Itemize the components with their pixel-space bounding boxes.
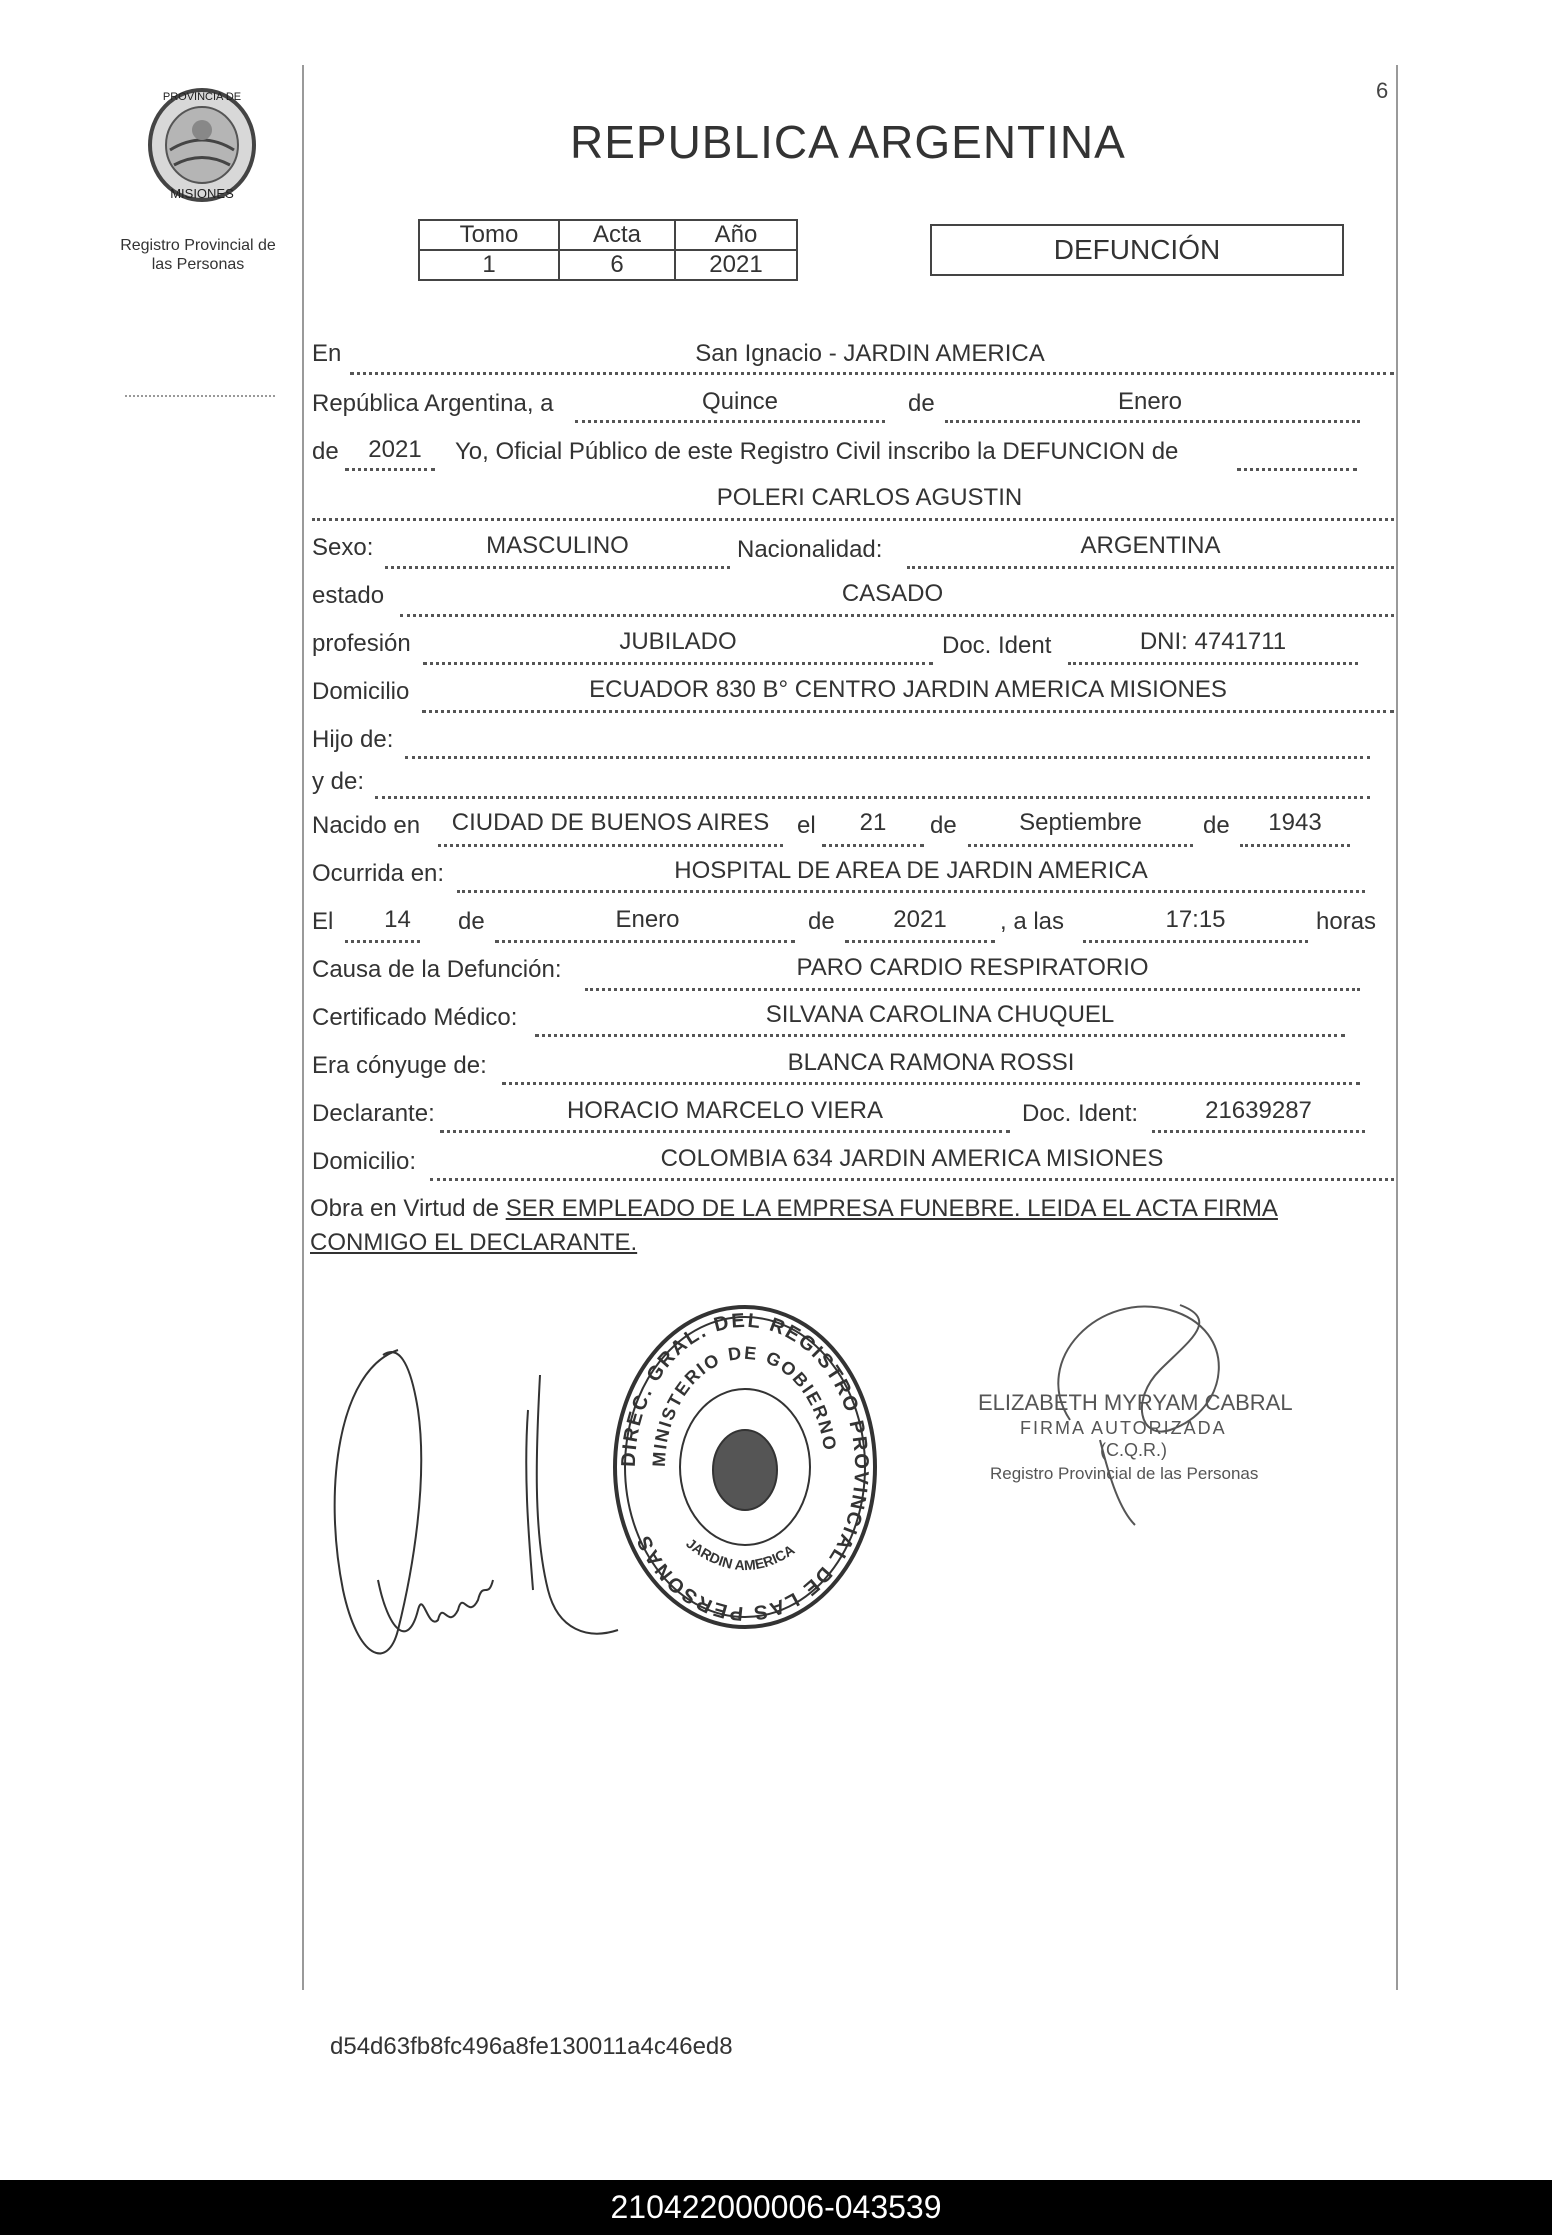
yde-label: y de: (312, 768, 365, 795)
dots (845, 940, 995, 943)
register-header-acta: Acta (559, 220, 675, 250)
hijo-label: Hijo de: (312, 726, 394, 753)
sexo-label: Sexo: (312, 534, 374, 561)
dots (405, 756, 1370, 759)
dots (495, 940, 795, 943)
declarant-signature (318, 1330, 638, 1680)
dots (968, 844, 1193, 847)
dots (423, 662, 933, 665)
ocurrida-label: Ocurrida en: (312, 860, 445, 887)
dots (575, 420, 885, 423)
doc-ident-value: DNI: 4741711 (1139, 628, 1287, 655)
year-value: 2021 (368, 436, 422, 463)
estado-value: CASADO (841, 580, 944, 607)
oficial-text: Yo, Oficial Público de este Registro Civil inscribo la DEFUNCION de (455, 438, 1179, 465)
register-value-tomo: 1 (419, 250, 559, 280)
dots (422, 710, 1394, 713)
dots (312, 518, 1394, 521)
de-label: de (312, 438, 339, 465)
footer-bar (0, 2180, 1552, 2235)
declarante-value: HORACIO MARCELO VIERA (566, 1097, 884, 1124)
register-value-anio: 2021 (675, 250, 797, 280)
domicilio-value: ECUADOR 830 B° CENTRO JARDIN AMERICA MISIONES (589, 676, 1227, 703)
official-name: ELIZABETH MYRYAM CABRAL (978, 1390, 1293, 1415)
stamp-outer-text: DIREC. GRAL. DEL REGISTRO PROVINCIAL DE LAS PERSONAS (617, 1309, 873, 1625)
official-code: (C.Q.R.) (1100, 1440, 1167, 1460)
nacionalidad-label: Nacionalidad: (737, 536, 883, 563)
de-label: de (1203, 812, 1230, 839)
de-label: de (458, 908, 485, 935)
birth-day: 21 (859, 809, 887, 836)
footer-id: 210422000006-043539 (610, 2189, 942, 2225)
profesion-value: JUBILADO (619, 628, 737, 655)
nacido-value: CIUDAD DE BUENOS AIRES (451, 809, 770, 836)
document-hash: d54d63fb8fc496a8fe130011a4c46ed8 (330, 2033, 733, 2060)
dots (822, 844, 924, 847)
emblem-caption (108, 236, 288, 274)
dots (1083, 940, 1308, 943)
dots (400, 614, 1394, 617)
ocurrida-value: HOSPITAL DE AREA DE JARDIN AMERICA (674, 857, 1148, 884)
death-year: 2021 (893, 906, 947, 933)
dots (375, 796, 1370, 799)
official-role: FIRMA AUTORIZADA (1020, 1418, 1227, 1438)
registry-stamp (600, 1295, 890, 1640)
province-emblem (140, 80, 265, 210)
doc-ident-label: Doc. Ident (942, 632, 1052, 659)
el-label: el (797, 812, 816, 839)
decl-doc-label: Doc. Ident: (1022, 1100, 1139, 1127)
nacionalidad-value: ARGENTINA (1080, 532, 1221, 559)
dots (457, 890, 1365, 893)
certificado-value: SILVANA CAROLINA CHUQUEL (765, 1001, 1115, 1028)
emblem-caption-line1: Registro Provincial de (120, 237, 276, 254)
sexo-value: MASCULINO (486, 532, 629, 559)
birth-month: Septiembre (1019, 809, 1142, 836)
en-value: San Ignacio - JARDIN AMERICA (695, 340, 1045, 367)
register-table (418, 219, 798, 281)
de-label: de (808, 908, 835, 935)
deceased-name: POLERI CARLOS AGUSTIN (716, 484, 1023, 511)
register-header-tomo: Tomo (419, 220, 559, 250)
dots (345, 940, 420, 943)
death-time: 17:15 (1165, 906, 1226, 933)
dots (345, 468, 435, 471)
month-value: Enero (1117, 388, 1183, 415)
republica-label: República Argentina, a (312, 390, 554, 417)
obra-paragraph (310, 1192, 1395, 1260)
conyuge-label: Era cónyuge de: (312, 1052, 487, 1079)
document-type: DEFUNCIÓN (930, 224, 1344, 276)
conyuge-value: BLANCA RAMONA ROSSI (787, 1049, 1075, 1076)
day-value: Quince (701, 388, 779, 415)
certificado-label: Certificado Médico: (312, 1004, 518, 1031)
margin-dots (125, 395, 275, 397)
decl-domicilio-label: Domicilio: (312, 1148, 417, 1175)
de-label: de (908, 390, 935, 417)
el-cap-label: El (312, 908, 334, 935)
page-title: REPUBLICA ARGENTINA (570, 116, 1126, 168)
dots (430, 1178, 1394, 1181)
svg-text:JARDIN AMERICA (683, 1535, 797, 1573)
left-margin-line (302, 65, 304, 1990)
right-margin-line (1396, 65, 1398, 1990)
emblem-text-bottom: MISIONES (170, 186, 234, 201)
dots (1237, 468, 1357, 471)
dots (385, 566, 730, 569)
obra-value: SER EMPLEADO DE LA EMPRESA FUNEBRE. LEIDA EL ACTA FIRMA CONMIGO EL DECLARANTE. (310, 1195, 1278, 1256)
dots (1068, 662, 1358, 665)
death-day: 14 (384, 906, 411, 933)
emblem-text-top: PROVINCIA DE (162, 91, 242, 103)
decl-doc-value: 21639287 (1205, 1097, 1312, 1124)
dots (440, 1130, 1010, 1133)
domicilio-label: Domicilio (312, 678, 410, 705)
obra-label: Obra en Virtud de (310, 1195, 500, 1222)
estado-label: estado (312, 582, 385, 609)
stamp-inner-text: MINISTERIO DE GOBIERNO (648, 1342, 841, 1468)
de-label: de (930, 812, 957, 839)
register-header-anio: Año (675, 220, 797, 250)
dots (945, 420, 1360, 423)
horas-label: horas (1316, 908, 1377, 935)
dots (438, 844, 783, 847)
en-label: En (312, 340, 342, 367)
nacido-label: Nacido en (312, 812, 421, 839)
causa-value: PARO CARDIO RESPIRATORIO (796, 954, 1149, 981)
emblem-caption-line2: las Personas (151, 256, 245, 273)
stamp-bottom-text: JARDIN AMERICA (683, 1534, 798, 1574)
decl-domicilio-value: COLOMBIA 634 JARDIN AMERICA MISIONES (660, 1145, 1164, 1172)
declarante-label: Declarante: (312, 1100, 435, 1127)
dots (1152, 1130, 1365, 1133)
dots (502, 1082, 1360, 1085)
profesion-label: profesión (312, 630, 411, 657)
causa-label: Causa de la Defunción: (312, 956, 562, 983)
register-value-acta: 6 (559, 250, 675, 280)
dots (1240, 844, 1350, 847)
dots (907, 566, 1394, 569)
death-month: Enero (615, 906, 680, 933)
page-number: 6 (1376, 78, 1389, 103)
birth-year: 1943 (1268, 809, 1322, 836)
official-office: Registro Provincial de las Personas (990, 1464, 1259, 1483)
dots (535, 1034, 1345, 1037)
alas-label: , a las (1000, 908, 1065, 935)
dots (585, 988, 1360, 991)
dots (350, 372, 1394, 375)
